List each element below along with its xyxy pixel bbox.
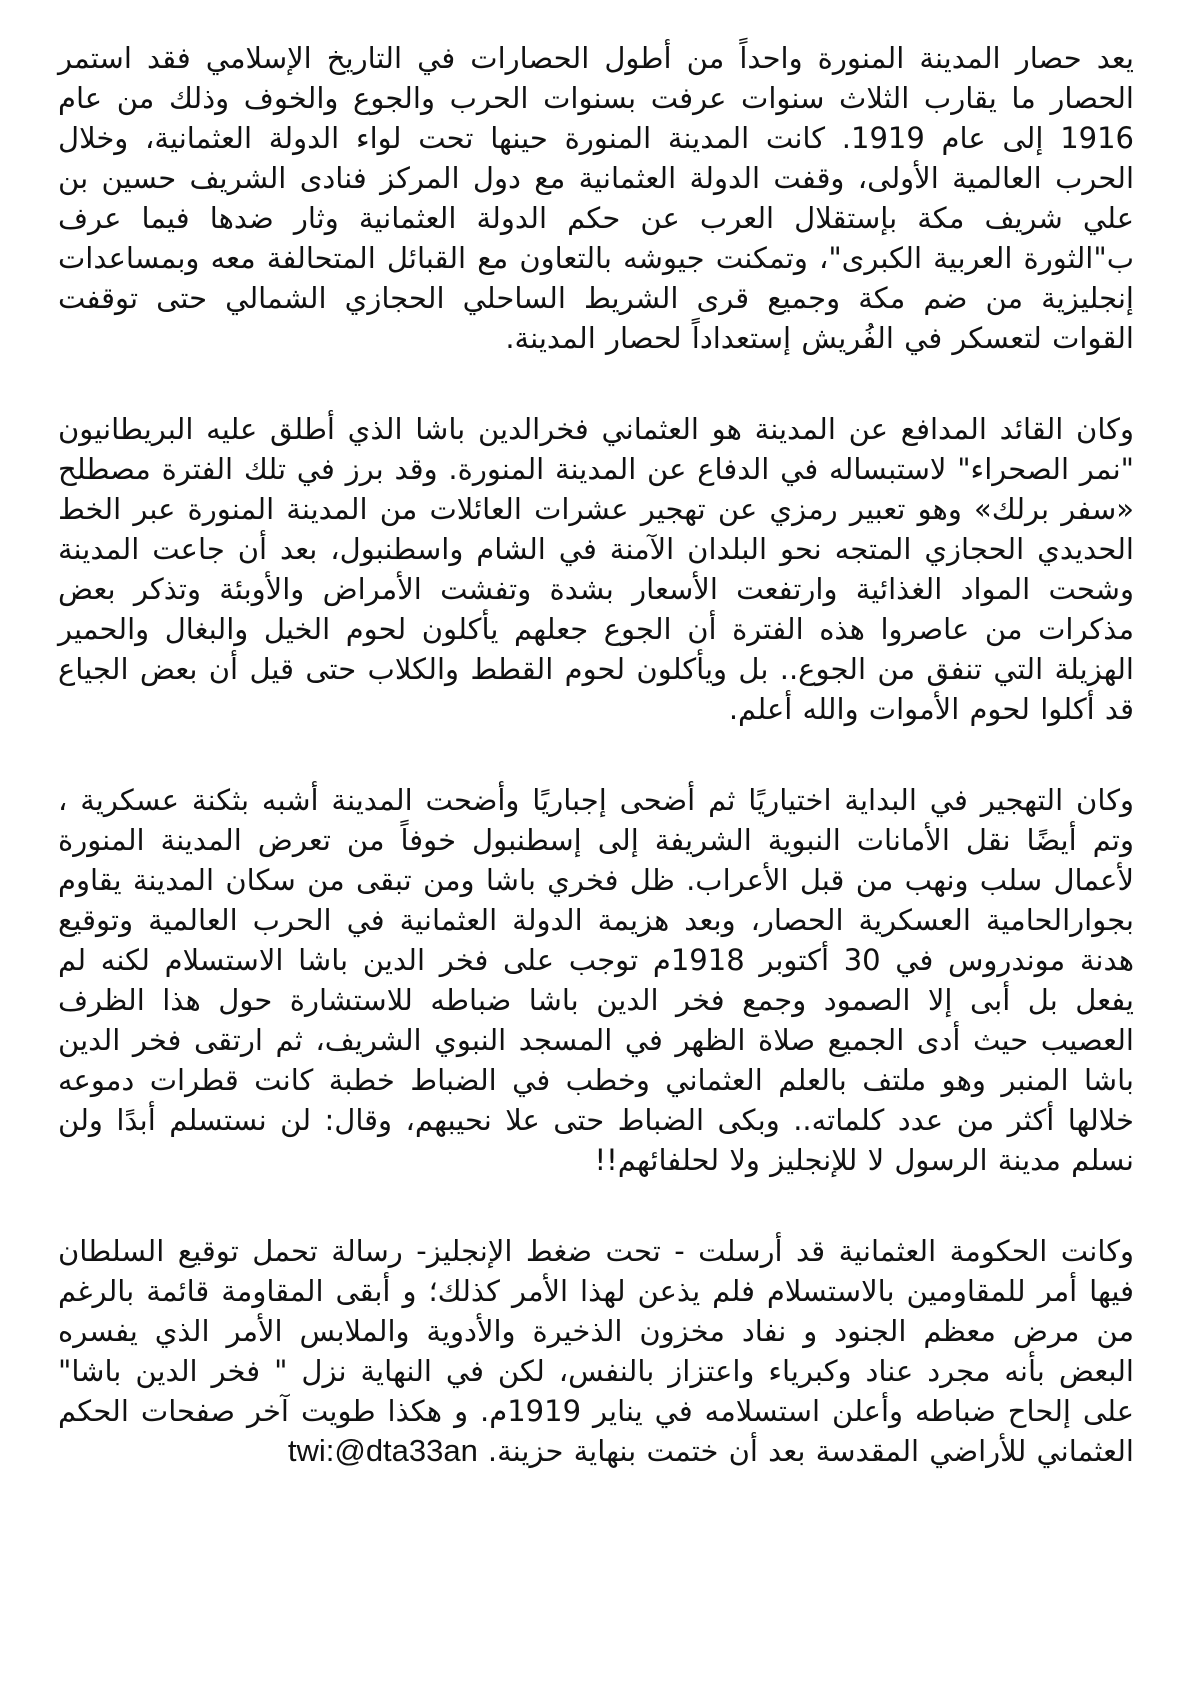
paragraph-1: يعد حصار المدينة المنورة واحداً من أطول الحصارات في التاريخ الإسلامي فقد استمر الحصار ما يقارب الثلاث سنوات عرفت بسنوات الحرب والجوع والخوف وذلك من عام 1916 إلى عام 1919. كانت المدينة المنورة حينها تحت لواء الدولة العثمانية، وخلال الحرب العالمية الأولى، وقفت الدولة العثمانية مع دول المركز فنادى الشريف حسين بن علي شريف مكة بإستقلال العرب عن حكم الدولة العثمانية وثار ضدها فيما عرف ب"الثورة العربية الكبرى"، وتمكنت جيوشه بالتعاون مع القبائل المتحالفة معه وبمساعدات إنجليزية من ضم مكة وجميع قرى الشريط الساحلي الحجازي الشمالي حتى توقفت القوات لتعسكر في الفُريش إستعداداً لحصار المدينة.: [58, 41, 1134, 355]
twitter-handle: twi:@dta33an: [287, 1433, 478, 1468]
paragraph-2: وكان القائد المدافع عن المدينة هو العثماني فخرالدين باشا الذي أطلق عليه البريطانيون "نمر الصحراء" لاستبساله في الدفاع عن المدينة المنورة. وقد برز في تلك الفترة مصطلح «سفر برلك» وهو تعبير رمزي عن تهجير عشرات العائلات من المدينة المنورة عبر الخط الحديدي الحجازي المتجه نحو البلدان الآمنة في الشام واسطنبول، بعد أن جاعت المدينة وشحت المواد الغذائية وارتفعت الأسعار بشدة وتفشت الأمراض والأوبئة وتذكر بعض مذكرات من عاصروا هذه الفترة أن الجوع جعلهم يأكلون لحوم الخيل والبغال والحمير الهزيلة التي تنفق من الجوع.. بل ويأكلون لحوم القطط والكلاب حتى قيل أن بعض الجياع قد أكلوا لحوم الأموات والله أعلم.: [58, 412, 1134, 726]
paragraph-4: [58, 1231, 1134, 1471]
paragraph-3: وكان التهجير في البداية اختياريًا ثم أضحى إجباريًا وأضحت المدينة أشبه بثكنة عسكرية ، وتم أيضًا نقل الأمانات النبوية الشريفة إلى إسطنبول خوفاً من تعرض المدينة المنورة لأعمال سلب ونهب من قبل الأعراب. ظل فخري باشا ومن تبقى من سكان المدينة يقاوم بجوارالحامية العسكرية الحصار، وبعد هزيمة الدولة العثمانية في الحرب العالمية وتوقيع هدنة موندروس في 30 أكتوبر 1918م توجب على فخر الدين باشا الاستسلام لكنه لم يفعل بل أبى إلا الصمود وجمع فخر الدين باشا ضباطه للاستشارة حول هذا الظرف العصيب حيث أدى الجميع صلاة الظهر في المسجد النبوي الشريف، ثم ارتقى فخر الدين باشا المنبر وهو ملتف بالعلم العثماني وخطب في الضباط خطبة كانت قطرات دموعه خلالها أكثر من عدد كلماته.. وبكى الضباط حتى علا نحيبهم، وقال: لن نستسلم أبدًا ولن نسلم مدينة الرسول لا للإنجليز ولا لحلفائهم!!: [58, 783, 1135, 1177]
paragraph-4-text: وكانت الحكومة العثمانية قد أرسلت - تحت ضغط الإنجليز- رسالة تحمل توقيع السلطان فيها أمر للمقاومين بالاستسلام فلم يذعن لهذا الأمر كذلك؛ و أبقى المقاومة قائمة بالرغم من مرض معظم الجنود و نفاد مخزون الذخيرة والأدوية والملابس الأمر الذي يفسره البعض بأنه مجرد عناد وكبرياء واعتزاز بالنفس، لكن في النهاية نزل " فخر الدين باشا" على إلحاح ضباطه وأعلن استسلامه في يناير 1919م. و هكذا طويت آخر صفحات الحكم العثماني للأراضي المقدسة بعد أن ختمت بنهاية حزينة.: [58, 1234, 1135, 1468]
